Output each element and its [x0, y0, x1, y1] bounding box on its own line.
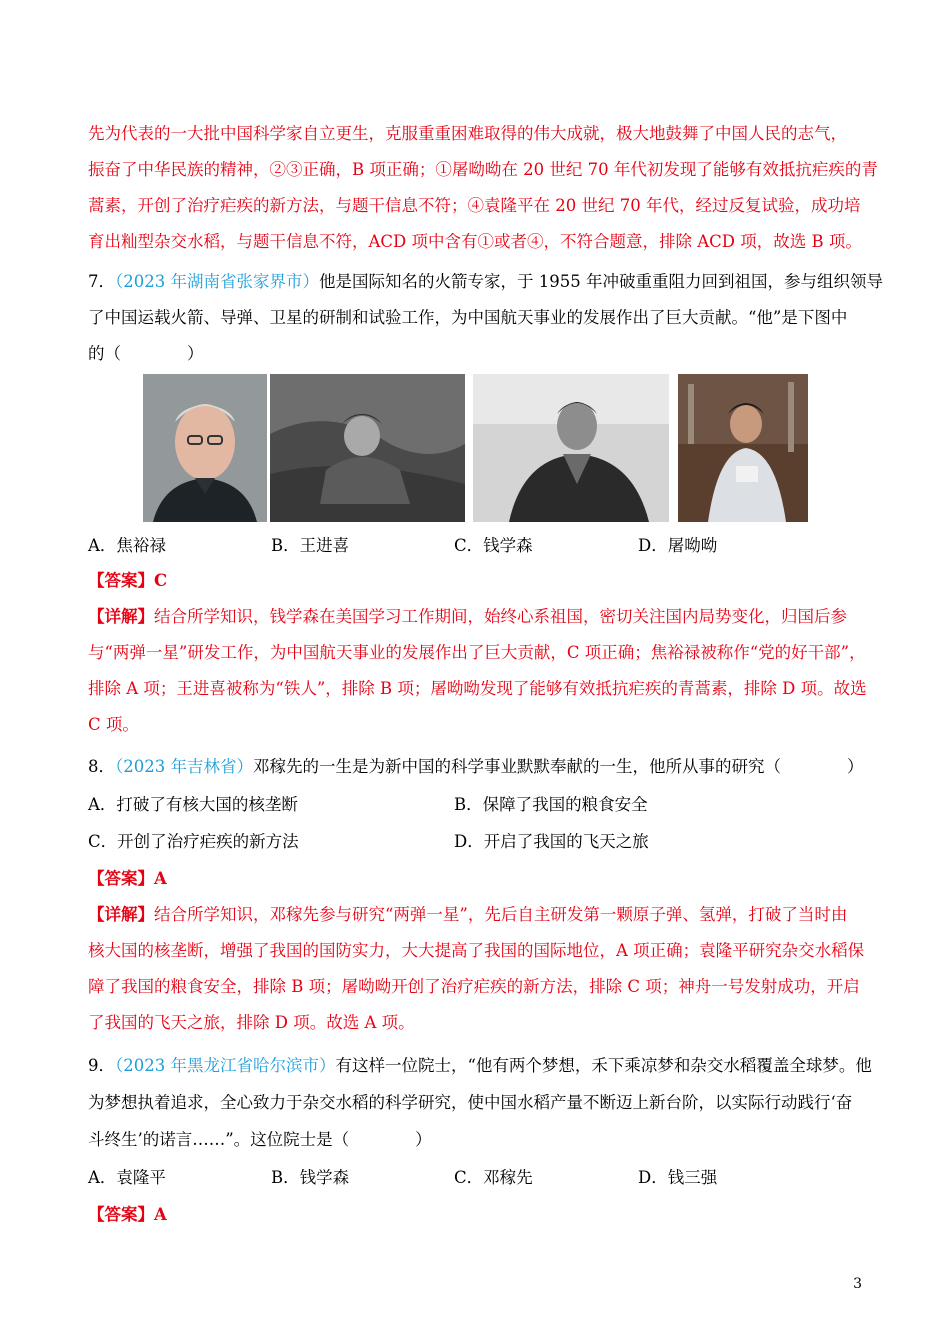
q7-source: （2023 年湖南省张家界市）	[115, 272, 319, 291]
photo-d-lab	[678, 374, 808, 522]
q7-line-2: 了中国运载火箭、导弹、卫星的研制和试验工作，为中国航天事业的发展作出了巨大贡献。“他”是下图中	[88, 308, 848, 327]
q9-option-b: B．钱学森	[271, 1168, 350, 1187]
q7-number: 7．	[88, 272, 115, 291]
q9-answer	[88, 1205, 868, 1225]
q8-analysis-label: 【详解】	[88, 905, 154, 924]
q9-source: （2023 年黑龙江省哈尔滨市）	[115, 1056, 336, 1075]
q9-line-2: 为梦想执着追求，全心致力于杂交水稻的科学研究，使中国水稻产量不断迈上新台阶，以实际行动践行‘奋	[88, 1093, 853, 1112]
q7-answer-label: 【答案】	[88, 571, 154, 590]
photo-b-worker	[270, 374, 465, 522]
page-number: 3	[853, 1276, 862, 1292]
q7-answer	[88, 571, 868, 591]
q7-analysis-line-4: C 项。	[88, 715, 139, 734]
q9-stem-1: 有这样一位院士，“他有两个梦想，禾下乘凉梦和杂交水稻覆盖全球梦。他	[335, 1056, 872, 1075]
q8-analysis-line-4: 了我国的飞天之旅，排除 D 项。故选 A 项。	[88, 1013, 415, 1032]
q7-analysis-label: 【详解】	[88, 607, 154, 626]
q9-answer-value: A	[154, 1205, 167, 1224]
photo-a-portrait	[143, 374, 267, 522]
q8-answer-label: 【答案】	[88, 869, 154, 888]
q7-line-1	[88, 272, 883, 292]
q7-stem-1: 他是国际知名的火箭专家，于 1955 年冲破重重阻力回到祖国，参与组织领导	[319, 272, 883, 291]
q8-option-a: A．打破了有核大国的核垄断	[88, 795, 298, 814]
q7-analysis-line-3: 排除 A 项；王进喜被称为“铁人”，排除 B 项；屠呦呦发现了能够有效抵抗疟疾的青蒿素，排除 D 项。故选	[88, 679, 867, 698]
prev-analysis-line-3: 蒿素，开创了治疗疟疾的新方法，与题干信息不符；④袁隆平在 20 世纪 70 年代，经过反复试验，成功培	[88, 196, 861, 215]
photo-c-scientist	[473, 374, 669, 522]
q8-answer	[88, 869, 868, 889]
q8-answer-value: A	[154, 869, 167, 888]
q7-option-d: D．屠呦呦	[638, 536, 718, 555]
q9-number: 9．	[88, 1056, 115, 1075]
q8-analysis-line-1: 【详解】结合所学知识，邓稼先参与研究“两弹一星”，先后自主研发第一颗原子弹、氢弹，打破了当时由	[88, 905, 848, 924]
q8-option-c: C．开创了治疗疟疾的新方法	[88, 832, 299, 851]
q7-option-a: A．焦裕禄	[88, 536, 166, 555]
q8-analysis-line-2: 核大国的核垄断，增强了我国的国防实力，大大提高了我国的国际地位，A 项正确；袁隆平研究杂交水稻保	[88, 941, 865, 960]
q7-analysis-line-1: 【详解】结合所学知识，钱学森在美国学习工作期间，始终心系祖国，密切关注国内局势变化，归国后参	[88, 607, 847, 626]
q9-line-1	[88, 1056, 872, 1076]
q8-option-b: B．保障了我国的粮食安全	[454, 795, 648, 814]
q8-option-d: D．开启了我国的飞天之旅	[454, 832, 649, 851]
q7-analysis-line-2: 与“两弹一星”研发工作，为中国航天事业的发展作出了巨大贡献，C 项正确；焦裕禄被称作“党的好干部”，	[88, 643, 866, 662]
q9-line-3: 斗终生’的诺言……”。这位院士是（ ）	[88, 1130, 432, 1149]
q9-option-c: C．邓稼先	[454, 1168, 533, 1187]
q9-answer-label: 【答案】	[88, 1205, 154, 1224]
q8-line-1	[88, 757, 868, 777]
q7-option-b: B．王进喜	[271, 536, 350, 555]
q7-line-3: 的（ ）	[88, 344, 204, 363]
q7-option-c: C．钱学森	[454, 536, 533, 555]
q8-analysis-line-3: 障了我国的粮食安全，排除 B 项；屠呦呦开创了治疗疟疾的新方法，排除 C 项；神舟一号发射成功，开启	[88, 977, 860, 996]
prev-analysis-line-2: 振奋了中华民族的精神，②③正确，B 项正确；①屠呦呦在 20 世纪 70 年代初发现了能够有效抵抗疟疾的青	[88, 160, 878, 179]
q7-answer-value: C	[154, 571, 168, 590]
prev-analysis-line-1: 先为代表的一大批中国科学家自立更生，克服重重困难取得的伟大成就，极大地鼓舞了中国人民的志气，	[88, 124, 847, 143]
prev-analysis-line-4: 育出籼型杂交水稻，与题干信息不符，ACD 项中含有①或者④，不符合题意，排除 ACD 项，故选 B 项。	[88, 232, 862, 251]
q9-option-a: A．袁隆平	[88, 1168, 166, 1187]
q8-source: （2023 年吉林省）	[115, 757, 253, 776]
q9-option-d: D．钱三强	[638, 1168, 718, 1187]
q8-number: 8．	[88, 757, 115, 776]
q8-stem: 邓稼先的一生是为新中国的科学事业默默奉献的一生，他所从事的研究（ ）	[253, 757, 864, 776]
